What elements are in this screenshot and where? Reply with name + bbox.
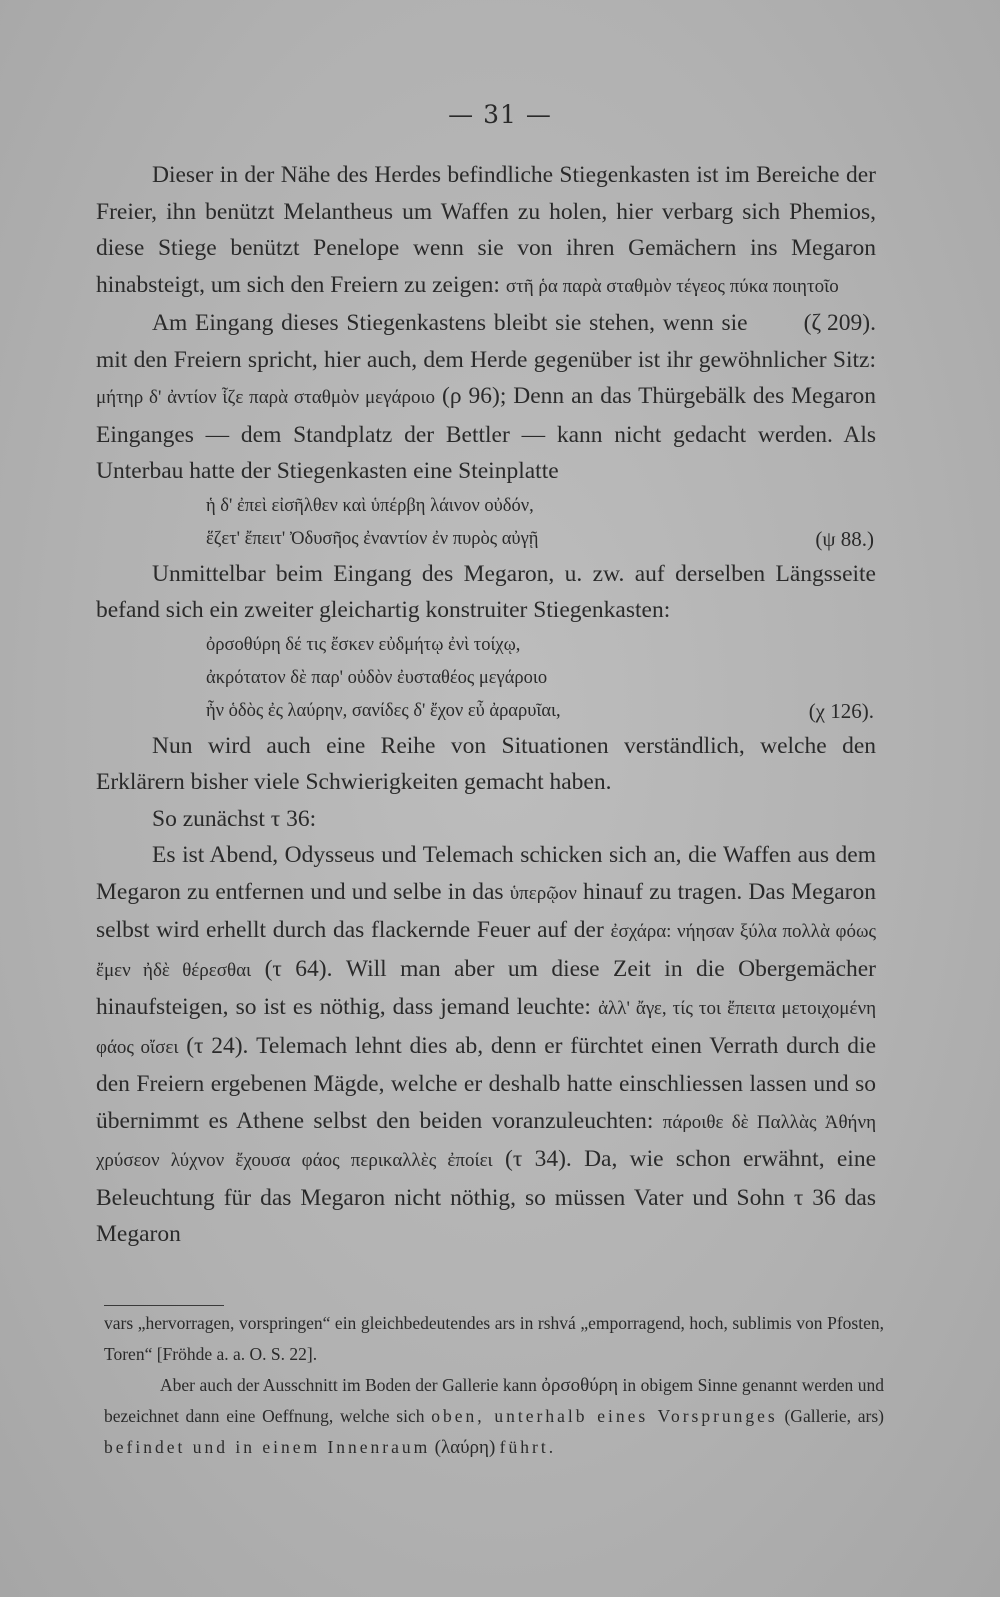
verse-line [96, 695, 876, 728]
paragraph-text: Am Eingang dieses Stiegenkastens bleibt sie stehen, wenn sie mit den Freiern spricht, hier auch, dem Herde gegenüber ist ihr gewöhnlicher Sitz: [96, 310, 876, 373]
verse-text: ἕζετ' ἔπειτ' Ὀδυσῆος ἐναντίον ἐν πυρὸς αὐγῇ [206, 528, 539, 549]
verse-reference: (ψ 88.) [815, 526, 874, 551]
paragraph-text: (τ 64). Will man aber um diese Zeit in die Obergemächer hinaufsteigen, so ist es nöthig, dass jemand leuchte: [96, 955, 877, 1020]
paragraph-stiegenkasten [96, 157, 876, 336]
greek-term: ὀρσοθύρη [541, 1375, 619, 1396]
greek-citation: ἀλλ' ἄγε, τίς τοι ἔπειτα μετοιχομένη φάος οἴσει [96, 998, 877, 1058]
footnote-text: Aber auch der Ausschnitt im Boden der Gallerie kann [160, 1375, 537, 1395]
paragraph-unmittelbar: Unmittelbar beim Eingang des Megaron, u. zw. auf derselben Längsseite befand sich ein zweiter gleichartig konstruiter Stiegenkasten: [96, 560, 876, 623]
verse-quote-1 [96, 490, 876, 556]
main-text [96, 157, 876, 1253]
verse-line: ἡ δ' ἐπεὶ εἰσῆλθεν καὶ ὑπέρβη λάινον οὐδόν, [206, 495, 534, 516]
verse-reference: (ζ 209). [803, 310, 876, 336]
paragraph-text: hinauf zu tragen. Das Megaron selbst wird erhellt durch das flackernde Feuer auf der [96, 878, 877, 943]
footnote-etymology: vars „hervorragen, vorspringen“ ein gleichbedeutendes ars in rshvá „emporragend, hoch, sublimis von Pfosten, Toren“ [Fröhde a. a. O. S. 22]. [104, 1313, 884, 1364]
verse-text: ἦν ὁδὸς ἐς λαύρην, σανίδες δ' ἔχον εὖ ἀραρυῖαι, [206, 700, 561, 721]
verse-line [96, 523, 876, 556]
paragraph-abend [96, 837, 876, 1253]
verse-quote-2 [96, 629, 876, 728]
paragraph-text: Dieser in der Nähe des Herdes befindliche Stiegenkasten ist im Bereiche der Freier, ihn benützt Melantheus um Waffen zu holen, hier verbarg sich Phemios, diese Stiege benützt Penelope wenn sie von ihren Gemächern ins Megaron hinabsteigt, um sich den Freiern zu zeigen: [96, 162, 876, 298]
footnote-rule [104, 1305, 224, 1306]
page-number: — 31 — [448, 100, 552, 129]
greek-term: (λαύρη) [434, 1437, 496, 1458]
greek-citation: μήτηρ δ' ἀντίον ἷζε παρὰ σταθμὸν μεγάροιο [96, 387, 436, 408]
paragraph-text: (τ 34). Da, wie schon erwähnt, eine Beleuchtung für das Megaron nicht nöthig, so müssen Vater und Sohn τ 36 das Megaron [96, 1146, 877, 1247]
footnotes [104, 1305, 884, 1463]
greek-citation: ἐσχάρα: νήησαν ξύλα πολλὰ φόως ἔμεν ἠδὲ θέρεσθαι [96, 921, 877, 981]
paragraph-zunaechst: So zunächst τ 36: [152, 805, 317, 832]
emphasis-spaced: führt. [499, 1437, 557, 1457]
greek-citation: ὑπερῷον [509, 882, 577, 904]
paragraph-text: (τ 24). Telemach lehnt dies ab, denn er fürchtet einen Verrath durch die den Freiern ergebenen Mägde, welche er deshalb hatte einschliessen lassen und so übernimmt es Athene selbst den beiden voranzuleuchten: [96, 1032, 876, 1134]
emphasis-spaced: befindet und in einem Innenraum [104, 1437, 431, 1457]
paragraph-text: (ρ 96); Denn an das Thürgebälk des Megaron Einganges — dem Standplatz der Bettler — kann nicht gedacht werden. Als Unterbau hatte der Stiegenkasten eine Steinplatte [96, 383, 876, 484]
footnote-gallerie [104, 1370, 884, 1463]
greek-citation: πάροιθε δὲ Παλλὰς Ἀθήνη χρύσεον λύχνον ἔχουσα φάος περικαλλὲς ἐποίει [96, 1111, 877, 1171]
verse-line: ἀκρότατον δὲ παρ' οὐδὸν ἐυσταθέος μεγάροιο [206, 667, 548, 688]
footnote-text: in obigem Sinne genannt werden und bezeichnet dann eine Oeffnung, welche sich [104, 1375, 885, 1426]
verse-reference: (χ 126). [808, 698, 874, 723]
verse-line: ὀρσοθύρη δέ τις ἔσκεν εὐδμήτῳ ἐνὶ τοίχῳ, [206, 634, 521, 655]
footnote-text: (Gallerie, ars) [784, 1406, 885, 1426]
emphasis-spaced: oben, unterhalb eines Vorsprunges [431, 1406, 778, 1426]
paragraph-text: Es ist Abend, Odysseus und Telemach schicken sich an, die Waffen aus dem Megaron zu entfernen und und selbe in das [96, 842, 876, 905]
greek-citation: στῆ ῥα παρὰ σταθμὸν τέγεος πύκα ποιητοῖο [505, 275, 839, 297]
paragraph-situationen: Nun wird auch eine Reihe von Situationen verständlich, welche den Erklärern bisher viele Schwierigkeiten gemacht haben. [96, 732, 876, 795]
